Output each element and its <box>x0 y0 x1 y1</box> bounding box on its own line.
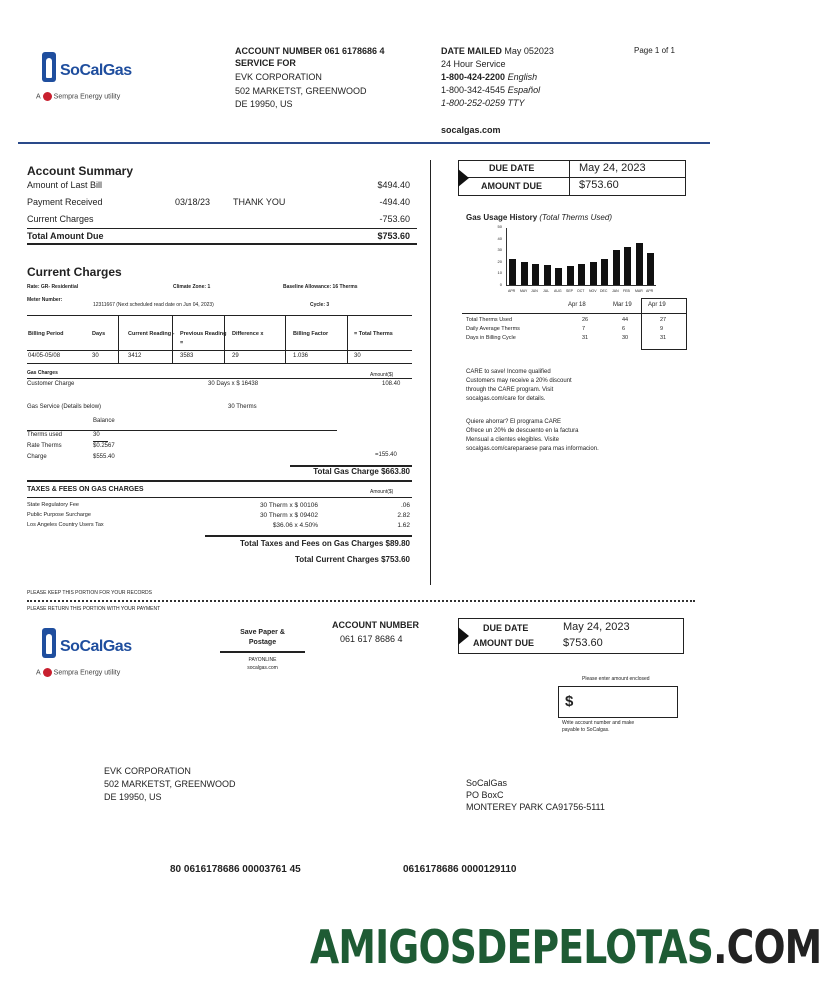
socalgas-logo <box>36 52 142 112</box>
usage-bar <box>521 262 528 285</box>
care-line: Mensual a clientes elegibles. Visite <box>466 437 559 443</box>
taxes-bottom-line <box>205 535 412 537</box>
total-current: Total Current Charges $753.60 <box>294 555 410 564</box>
usage-month-label: AUG <box>554 289 562 293</box>
usage-row-value: 9 <box>660 326 664 332</box>
billing-cell: 3412 <box>128 353 142 359</box>
write-note: Write account number and make payable to SoCalgas. <box>562 720 635 733</box>
billing-col-sep-2 <box>172 315 173 363</box>
baseline: Baseline Allowance: 16 Therms <box>283 284 358 290</box>
rate-therms: Rate Therms $0.2567 <box>27 443 115 449</box>
date-mailed: DATE MAILED May 052023 <box>441 46 554 56</box>
customer-charge-amt: 108.40 <box>382 381 401 387</box>
ocr-line-left: 80 0616178686 00003761 45 <box>170 864 301 875</box>
summary-divider <box>27 228 417 229</box>
usage-month-label: DEC <box>600 289 608 293</box>
usage-y-tick: 40 <box>497 236 502 241</box>
usage-month-label: OCT <box>577 289 585 293</box>
usage-bar <box>624 247 631 285</box>
total-gas: Total Gas Charge $663.80 <box>313 467 410 476</box>
charge-amt: =155.40 <box>375 452 397 458</box>
usage-month-label: JUL <box>543 289 550 293</box>
total-taxes: Total Taxes and Fees on Gas Charges $89.80 <box>239 539 410 548</box>
billing-table-mid <box>27 350 412 351</box>
service-for-label: SERVICE FOR <box>235 58 296 68</box>
gas-service-label: Gas Service (Details below) <box>27 404 102 410</box>
billing-header: Billing Factor <box>293 331 329 337</box>
billing-header: Billing Period <box>28 331 64 337</box>
billing-cell: 1.036 <box>293 353 309 359</box>
amount-enclosed-input[interactable]: $ <box>558 686 678 718</box>
usage-bar <box>555 268 562 285</box>
billing-table-top <box>27 315 412 316</box>
billing-cell: 30 <box>354 353 361 359</box>
page-number: Page 1 of 1 <box>634 46 675 55</box>
usage-bar <box>613 250 620 285</box>
taxes-top-line <box>27 480 412 482</box>
ocr-line-right: 0616178686 0000129110 <box>403 864 517 875</box>
website[interactable]: socalgas.com <box>441 125 501 135</box>
account-number-header: ACCOUNT NUMBER 061 6178686 4 <box>235 46 385 56</box>
usage-month-label: SEP <box>566 289 574 293</box>
cycle: Cycle: 3 <box>310 302 330 308</box>
tax-amt: 1.62 <box>397 522 410 529</box>
stub-account-label: ACCOUNT NUMBER <box>332 620 419 630</box>
taxes-line <box>27 497 412 498</box>
pay-online[interactable]: PAYONLINE socalgas.com <box>247 657 278 671</box>
usage-y-tick: 20 <box>497 259 502 264</box>
tax-calc: 30 Therm x $ 00106 <box>259 502 318 509</box>
usage-bar <box>567 266 574 285</box>
billing-col-sep-4 <box>285 315 286 363</box>
usage-bar <box>590 262 597 285</box>
enter-amount-note: Please enter amount enclosed <box>582 676 650 682</box>
taxes-title: TAXES & FEES ON GAS CHARGES <box>27 486 144 493</box>
usage-month-label: JUN <box>531 289 538 293</box>
customer-address-1: 502 MARKETST, GREENWOOD <box>235 86 367 96</box>
usage-row-label: Daily Average Therms <box>466 326 520 332</box>
usage-col-3: Apr 19 <box>648 302 666 308</box>
usage-row-value: 44 <box>622 317 629 323</box>
summary-row-1: Amount of Last Bill $494.40 <box>27 180 410 190</box>
care-line: Quiere ahorrar? El programa CARE <box>466 419 562 425</box>
tax-amt: 2.82 <box>397 512 410 519</box>
rate: Rate: GR- Residential <box>27 284 79 290</box>
usage-row-value: 31 <box>660 335 667 341</box>
usage-col-1: Apr 18 <box>568 302 586 308</box>
remit-address: SoCalGas PO BoxC MONTEREY PARK CA91756-5111 <box>466 778 605 812</box>
usage-month-label: MAY <box>520 289 528 293</box>
billing-header: Previous Reading = <box>180 331 227 346</box>
billing-cell: 29 <box>232 353 239 359</box>
tax-calc: $36.06 x 4.50% <box>272 522 318 529</box>
therms-line <box>93 441 108 442</box>
usage-y-tick: 10 <box>497 270 502 275</box>
usage-y-axis <box>486 224 502 290</box>
billing-header: Days <box>92 331 106 337</box>
customer-charge-calc: 30 Days x $ 16438 <box>208 381 259 387</box>
usage-row-label: Days in Billing Cycle <box>466 335 516 341</box>
care-line: CARE to save! Income qualified <box>466 369 551 375</box>
save-paper-line <box>220 651 305 653</box>
billing-col-sep-1 <box>118 315 119 363</box>
care-line: through the CARE program. Visit <box>466 387 554 393</box>
balance-label: Balance <box>93 418 115 424</box>
due-arrow-icon <box>458 169 469 187</box>
usage-row-label: Total Therms Used <box>466 317 513 323</box>
phone-tty: 1-800-252-0259 TTY <box>441 98 525 108</box>
usage-month-label: NOV <box>589 289 597 293</box>
usage-row-value: 31 <box>582 335 589 341</box>
usage-bar <box>578 264 585 285</box>
tax-label: Public Purpose Surcharge <box>27 512 91 518</box>
tax-amt: .06 <box>400 502 410 509</box>
care-english <box>466 368 572 404</box>
usage-month-label: APR <box>646 289 654 293</box>
usage-y-tick: 0 <box>499 282 502 287</box>
usage-month-label: FEB <box>623 289 630 293</box>
summary-title: Account Summary <box>27 164 134 178</box>
usage-table-line <box>462 313 687 314</box>
billing-col-sep-5 <box>347 315 348 363</box>
care-line: socalgas.com/careparaese para mas informacion. <box>466 446 599 452</box>
billing-cell: 3583 <box>180 353 194 359</box>
usage-row-value: 27 <box>660 317 667 323</box>
service-hours: 24 Hour Service <box>441 59 506 69</box>
header-divider <box>18 142 710 144</box>
customer-name: EVK CORPORATION <box>235 72 322 82</box>
customer-address-2: DE 19950, US <box>235 99 293 109</box>
usage-row-value: 26 <box>582 317 589 323</box>
charge: Charge $555.40 <box>27 454 115 460</box>
save-paper: Save Paper & Postage <box>240 629 285 646</box>
meter-value: 12311667 (Next scheduled read date on Jun 04, 2023) <box>93 302 214 308</box>
tear-line <box>27 600 695 602</box>
flame-icon <box>42 52 56 82</box>
sempra-icon <box>43 668 52 677</box>
taxes-amount-label: Amount($) <box>370 489 394 495</box>
phone-english: 1-800-424-2200 English <box>441 72 538 82</box>
brand-name: SoCalGas <box>60 62 132 79</box>
tax-calc: 30 Therm x $ 09402 <box>259 512 318 519</box>
customer-charge-label: Customer Charge <box>27 381 75 387</box>
usage-bar <box>601 259 608 285</box>
usage-bar <box>636 243 643 285</box>
summary-row-2: Payment Received 03/18/23 THANK YOU -494.40 <box>27 197 410 207</box>
usage-y-tick: 30 <box>497 247 502 252</box>
gas-charges-line <box>27 378 412 379</box>
usage-month-label: JAN <box>612 289 619 293</box>
summary-row-3: Current Charges -753.60 <box>27 214 410 224</box>
usage-x-axis <box>508 289 658 295</box>
care-line: Customers may receive a 20% discount <box>466 378 572 384</box>
due-box-stub: DUE DATE May 24, 2023 AMOUNT DUE $753.60 <box>458 618 684 654</box>
flame-icon <box>42 628 56 658</box>
sempra-icon <box>43 92 52 101</box>
billing-header: Current Reading - <box>128 331 175 337</box>
usage-title: Gas Usage History (Total Therms Used) <box>466 213 612 222</box>
usage-bar <box>544 265 551 285</box>
care-line: Ofrece un 20% de descuento en la factura <box>466 428 579 434</box>
usage-row-value: 6 <box>622 326 626 332</box>
care-spanish <box>466 418 599 454</box>
usage-bar <box>509 259 516 285</box>
sempra-tagline: A Sempra Energy utility <box>36 669 121 677</box>
gas-charges-label: Gas Charges <box>27 370 58 376</box>
usage-y-tick: 50 <box>497 224 502 229</box>
usage-month-label: APR <box>508 289 516 293</box>
usage-chart <box>506 228 656 286</box>
socalgas-logo-stub: SoCalGas A Sempra Energy utility <box>42 628 142 688</box>
care-line: socalgas.com/care for details. <box>466 396 546 402</box>
sempra-tagline: A Sempra Energy utility <box>36 93 121 101</box>
watermark: AMIGOSDEPELOTAS.COM <box>310 920 821 974</box>
usage-row-value: 7 <box>582 326 586 332</box>
stub-customer: EVK CORPORATION 502 MARKETST, GREENWOOD DE 19950, US <box>104 766 236 802</box>
return-note: PLEASE RETURN THIS PORTION WITH YOUR PAYMENT <box>27 606 161 612</box>
gas-service-therms: 30 Therms <box>228 404 257 410</box>
tax-label: Los Angeles Country Users Tax <box>27 522 104 528</box>
gas-amount-label: Amount($) <box>370 372 394 378</box>
therms-used: Therms used 30 <box>27 432 100 438</box>
due-box-top: DUE DATE May 24, 2023 AMOUNT DUE $753.60 <box>458 160 686 196</box>
billing-header: Difference x <box>232 331 264 337</box>
billing-cell: 04/05-05/08 <box>28 353 61 359</box>
due-arrow-icon <box>458 627 469 645</box>
column-divider <box>430 160 431 585</box>
tax-label: State Regulatory Fee <box>27 502 79 508</box>
climate-zone: Climate Zone: 1 <box>173 284 211 290</box>
billing-header: = Total Therms <box>354 331 393 337</box>
usage-bar <box>647 253 654 285</box>
summary-bottom-line <box>27 243 417 245</box>
billing-table-bottom <box>27 363 412 364</box>
keep-note: PLEASE KEEP THIS PORTION FOR YOUR RECORDS <box>27 590 152 596</box>
balance-line <box>27 430 337 431</box>
usage-col-2: Mar 19 <box>613 302 632 308</box>
usage-month-label: MAR <box>635 289 643 293</box>
phone-spanish: 1-800-342-4545 Español <box>441 85 541 95</box>
current-title: Current Charges <box>27 265 122 279</box>
usage-bar <box>532 264 539 285</box>
summary-total: Total Amount Due $753.60 <box>27 231 410 241</box>
billing-cell: 30 <box>92 353 99 359</box>
stub-account-number: 061 617 8686 4 <box>340 634 403 644</box>
meter-label: Meter Number: <box>27 297 63 303</box>
usage-row-value: 30 <box>622 335 629 341</box>
